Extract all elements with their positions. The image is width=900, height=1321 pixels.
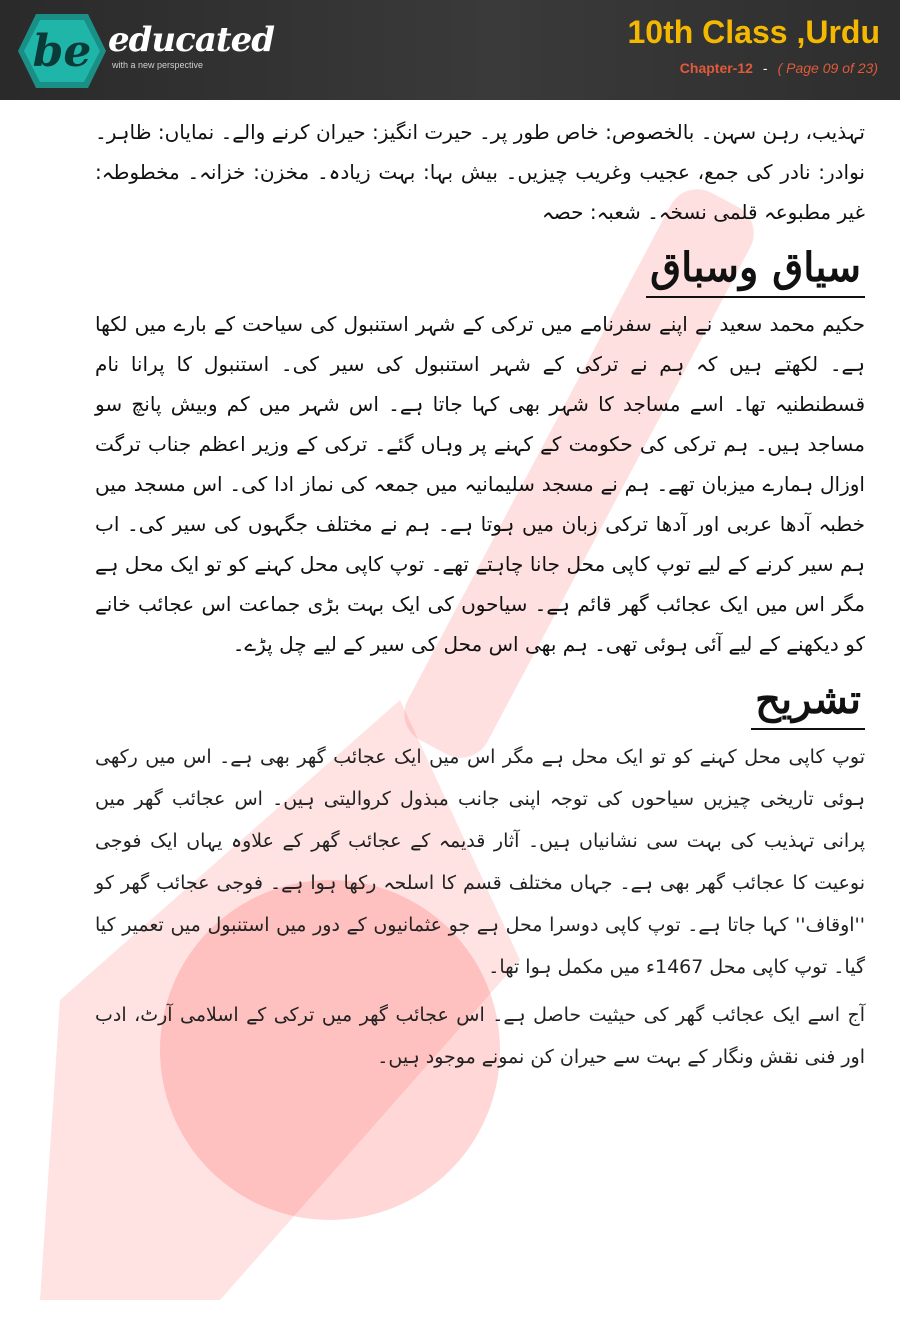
logo-word: educated [108,20,274,60]
logo-mark: be [32,26,92,77]
explanation-paragraph-1: توپ کاپی محل کہنے کو تو ایک محل ہے مگر اس میں ایک عجائب گھر بھی ہے۔ اس میں رکھی ہوئی تاریخی چیزیں سیاحوں کی توجہ اپنی جانب مبذول کروالیتی ہیں۔ اس عجائب گھر میں پرانی تہذیب کی بہت سی نشانیاں ہیں۔ آثار قدیمہ کے عجائب گھر کے علاوہ یہاں ایک فوجی نوعیت کا عجائب گھر بھی ہے۔ جہاں مختلف قسم کا اسلحہ رکھا ہوا ہے۔ فوجی عجائب گھر کو ''اوقاف'' کہا جاتا ہے۔ توپ کاپی دوسرا محل ہے جو عثمانیوں کے دور میں استنبول میں تعمیر کیا گیا۔ توپ کاپی محل 1467ء میں مکمل ہوا تھا۔ [95,746,865,978]
chapter-separator: - [762,60,768,76]
page-header [0,0,900,100]
explanation-paragraph-2: آج اسے ایک عجائب گھر کی حیثیت حاصل ہے۔ اس عجائب گھر میں ترکی کے اسلامی آرٹ، ادب اور فنی نقش ونگار کے بہت سے حیران کن نمونے موجود ہیں۔ [95,1004,865,1068]
context-paragraph: حکیم محمد سعید نے اپنے سفرنامے میں ترکی کے شہر استنبول کی سیاحت کے بارے میں لکھا ہے۔ لکھتے ہیں کہ ہم نے ترکی کے شہر استنبول کی سیر کی۔ استنبول کا پرانا نام قسطنطنیہ تھا۔ اسے مساجد کا شہر بھی کہا جاتا ہے۔ اس شہر میں کم وبیش پانچ سو مساجد ہیں۔ ہم ترکی کی حکومت کے کہنے پر وہاں گئے۔ ترکی کے وزیر اعظم جناب ترگت اوزال ہمارے میزبان تھے۔ ہم نے مسجد سلیمانیہ میں جمعہ کی نماز ادا کی۔ اس مسجد میں خطبہ آدھا عربی اور آدھا ترکی زبان میں ہوتا ہے۔ ہم نے مختلف جگہوں کی سیر کی۔ اب ہم سیر کرنے کے لیے توپ کاپی محل جانا چاہتے تھے۔ توپ کاپی محل کہنے کو تو ایک محل ہے مگر اس میں ایک عجائب گھر قائم ہے۔ سیاحوں کی ایک بہت بڑی جماعت اس عجائب خانے کو دیکھنے کے لیے آئی ہوئی تھی۔ ہم بھی اس محل کی سیر کے لیے چل پڑے۔ [95,312,865,656]
logo-hexagon-icon [16,12,108,90]
page-content [95,112,865,1078]
chapter-line [680,60,878,76]
class-title: 10th Class ,Urdu [627,14,880,50]
logo-tagline: with a new perspective [112,60,204,70]
section-heading-explanation: تشریح [751,674,865,730]
glossary-text: تہذیب، رہن سہن۔ بالخصوص: خاص طور پر۔ حیرت انگیز: حیران کرنے والے۔ نمایاں: ظاہر۔ نوادر: نادر کی جمع، عجیب وغریب چیزیں۔ بیش بہا: بہت زیادہ۔ مخزن: خزانہ۔ مخطوطہ: غیر مطبوعہ قلمی نسخہ۔ شعبہ: حصہ [95,120,865,224]
logo [12,6,272,96]
section-heading-context: سیاق وسباق [646,242,865,298]
page-info: ( Page 09 of 23) [777,60,878,76]
chapter-label: Chapter-12 [679,60,753,76]
